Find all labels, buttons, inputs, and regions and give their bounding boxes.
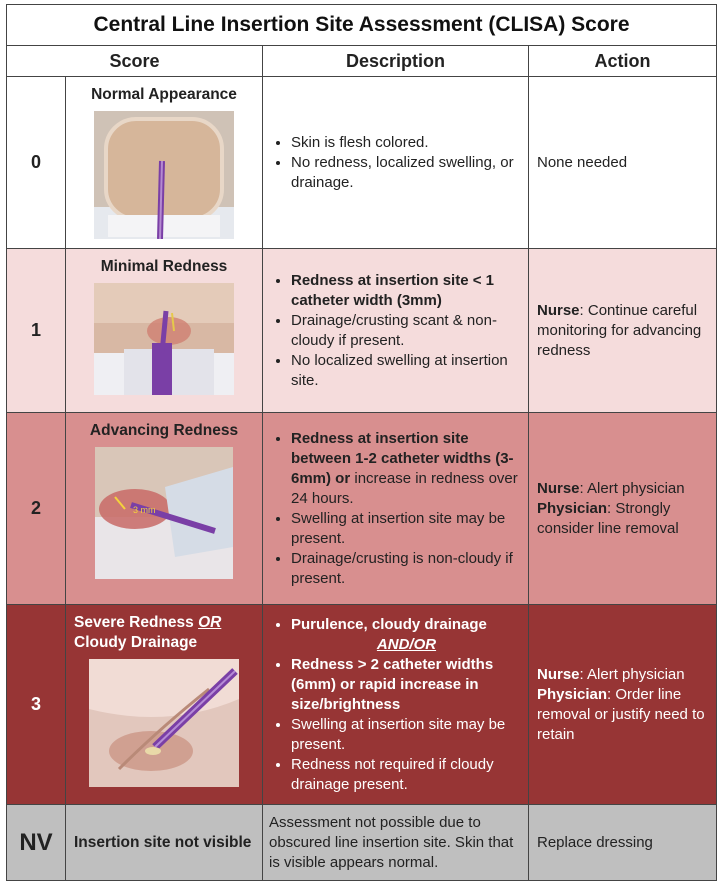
action-role-physician: Physician [537, 685, 608, 703]
score-value: 3 [7, 605, 66, 805]
action-text: : Alert physician [579, 665, 685, 683]
table-title: Central Line Insertion Site Assessment (CLISA) Score [7, 5, 717, 46]
action-physician-line [537, 685, 708, 745]
score-value: 0 [7, 77, 66, 249]
header-score: Score [7, 46, 263, 77]
action-cell [529, 249, 717, 413]
description-cell [263, 77, 529, 249]
action-physician-line [537, 499, 708, 539]
description-bullet [291, 615, 522, 655]
action-nurse-line [537, 665, 708, 685]
description-bullet: • Swelling at insertion site may be present. [291, 715, 522, 755]
action-cell: Replace dressing [529, 805, 717, 881]
description-bullet-bold: Redness at insertion site between 1-2 catheter widths (3-6mm) or [291, 429, 514, 487]
action-cell: None needed [529, 77, 717, 249]
description-andor: AND/OR [376, 635, 437, 653]
description-bullet: • Drainage/crusting scant & non-cloudy if present. [291, 311, 522, 351]
image-cell [66, 605, 263, 805]
action-cell [529, 605, 717, 805]
clisa-score-table [6, 4, 717, 881]
image-cell [66, 77, 263, 249]
description-bullet: • Swelling at insertion site may be present. [291, 509, 522, 549]
header-description: Description [263, 46, 529, 77]
description-bullet: • Redness > 2 catheter widths (6mm) or rapid increase in size/brightness [291, 655, 522, 715]
action-role-nurse: Nurse [537, 479, 580, 497]
action-text: : Strongly consider line removal [537, 499, 679, 537]
score-value: NV [7, 805, 66, 881]
description-bullet [291, 429, 522, 509]
action-text: : Order line removal or justify need to retain [537, 685, 705, 743]
description-bullet: • No localized swelling at insertion site. [291, 351, 522, 391]
minimal-redness-photo [94, 283, 234, 395]
header-action: Action [529, 46, 717, 77]
image-title [72, 613, 256, 653]
description-bullet: • Redness not required if cloudy drainage present. [291, 755, 522, 795]
advancing-redness-photo [95, 447, 233, 579]
action-role-physician: Physician [537, 499, 608, 517]
description-bullet: • No redness, localized swelling, or drainage. [291, 153, 522, 193]
normal-appearance-photo [94, 111, 234, 239]
description-bullet: • Drainage/crusting is non-cloudy if present. [291, 549, 522, 589]
score-row-2 [7, 413, 717, 605]
description-bullet: • Redness at insertion site < 1 catheter width (3mm) [291, 271, 522, 311]
nv-label: Insertion site not visible [66, 805, 263, 881]
action-role-nurse: Nurse [537, 301, 580, 319]
score-value: 1 [7, 249, 66, 413]
description-bullet-rest: increase in redness over 24 hours. [291, 469, 518, 507]
score-row-nv [7, 805, 717, 881]
action-text: : Alert physician [579, 479, 685, 497]
description-cell: Assessment not possible due to obscured line insertion site. Skin that is visible appears normal. [263, 805, 529, 881]
image-cell [66, 413, 263, 605]
image-title-part: Severe Redness [74, 614, 199, 631]
action-cell [529, 413, 717, 605]
score-row-1 [7, 249, 717, 413]
image-title: Minimal Redness [100, 258, 228, 275]
description-cell [263, 605, 529, 805]
image-title: Advancing Redness [89, 422, 239, 439]
severe-redness-photo [89, 659, 239, 787]
score-value: 2 [7, 413, 66, 605]
image-title: Normal Appearance [91, 86, 237, 103]
action-role-nurse: Nurse [537, 665, 580, 683]
clisa-score-table-wrapper [6, 4, 716, 881]
score-row-0 [7, 77, 717, 249]
description-cell [263, 249, 529, 413]
description-bullet: • Skin is flesh colored. [291, 133, 522, 153]
image-title-or: OR [198, 614, 222, 631]
action-nurse-line [537, 479, 708, 499]
description-cell [263, 413, 529, 605]
image-cell [66, 249, 263, 413]
photo-measure-label: 3 mm [133, 505, 156, 515]
score-row-3 [7, 605, 717, 805]
description-bullet-text: Purulence, cloudy drainage [291, 615, 487, 633]
image-title-part: Cloudy Drainage [74, 634, 198, 651]
action-text: : Continue careful monitoring for advancing redness [537, 301, 702, 359]
